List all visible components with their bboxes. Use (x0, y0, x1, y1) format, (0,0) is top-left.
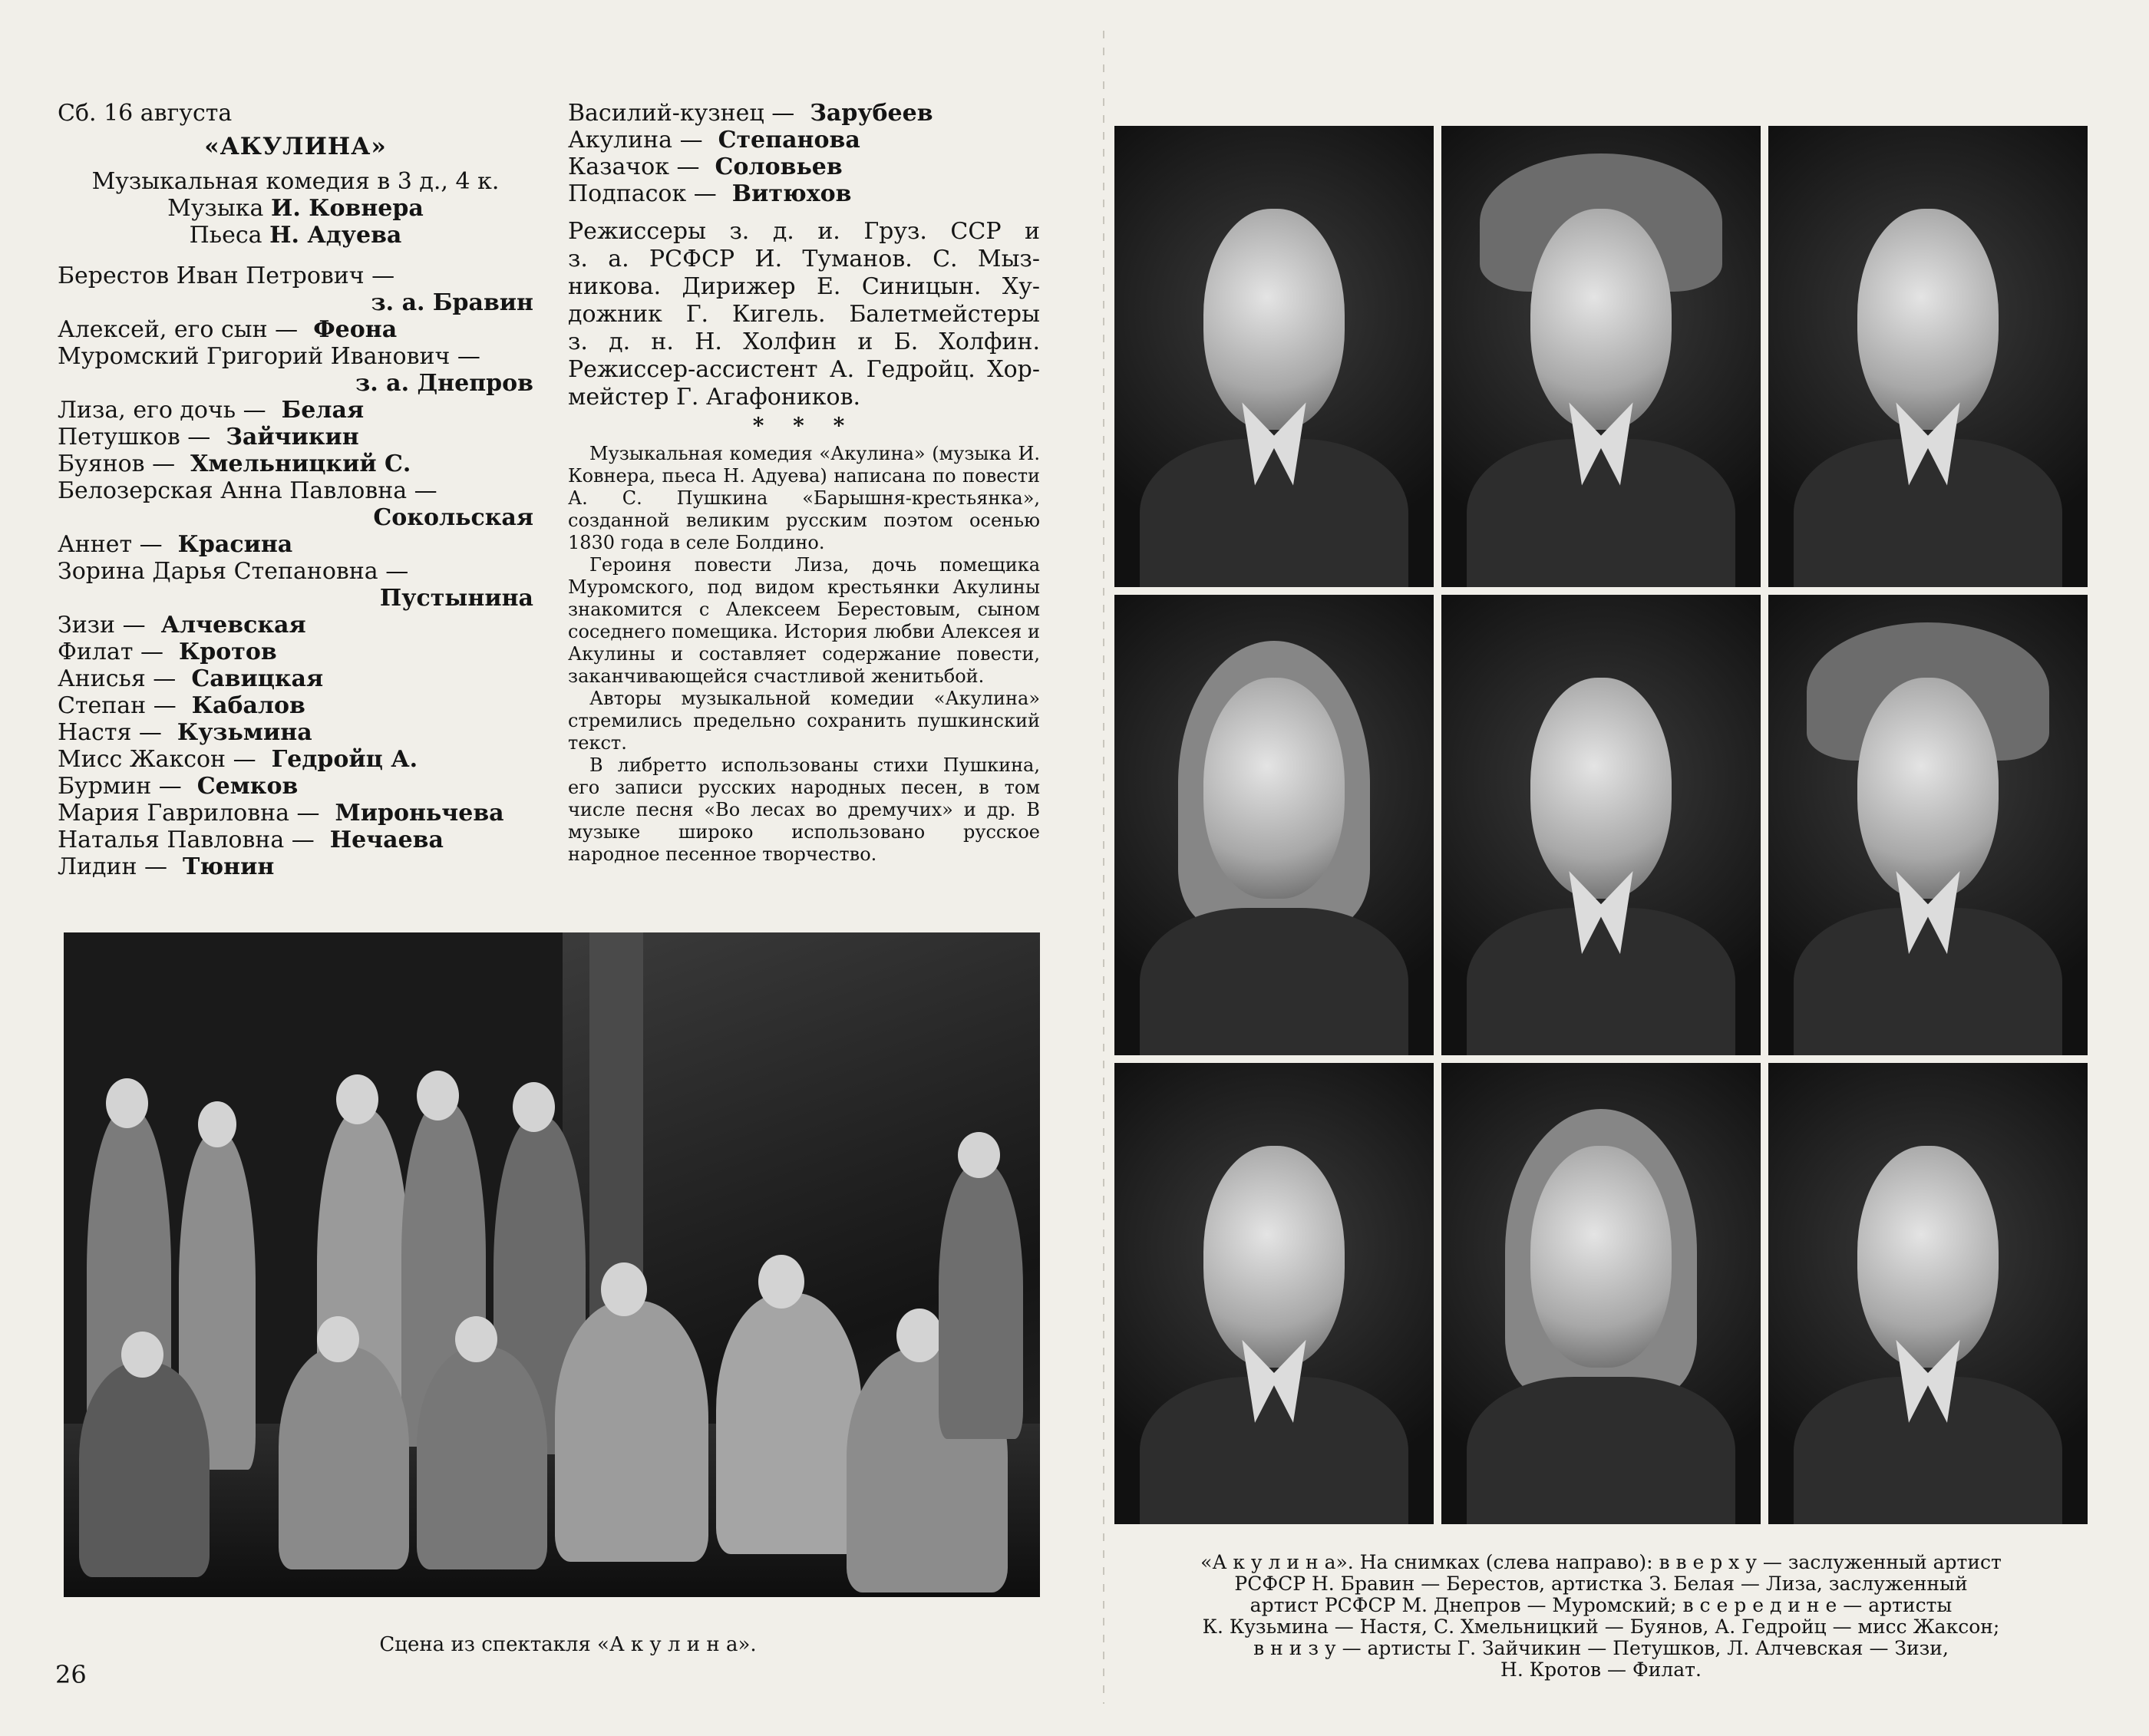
caption-line: К. Кузьмина — Настя, С. Хмельницкий — Буянов, А. Гедройц — мисс Жаксон; (1202, 1616, 2000, 1638)
cast-entry (58, 424, 533, 451)
cast-actor: Кротов (178, 639, 277, 665)
cast-role: Аннет — (58, 531, 163, 558)
stage-photo-caption: Сцена из спектакля «А к у л и н а». (379, 1633, 757, 1656)
credits-line: дожник Г. Кигель. Балетмейстеры (568, 301, 1040, 328)
cast-role: Филат — (58, 639, 163, 665)
cast-entry (568, 127, 1040, 153)
cast-actor: Семков (196, 773, 299, 800)
cast-actor: з. а. Днепров (355, 370, 533, 397)
program-column-right (568, 100, 1040, 866)
cast-actor: Хмельницкий С. (190, 451, 411, 477)
credits-line: Режиссер-ассистент А. Гедройц. Хор- (568, 356, 1040, 383)
cast-role: Петушков — (58, 424, 211, 451)
caption-line: Н. Кротов — Филат. (1500, 1658, 1702, 1681)
cast-role: Анисья — (58, 665, 177, 692)
cast-entry (58, 451, 533, 477)
cast-list-continued (568, 100, 1040, 207)
cast-actor: Тюнин (183, 853, 275, 880)
cast-role: Мария Гавриловна — (58, 800, 320, 827)
performance-title: «АКУЛИНА» (204, 133, 387, 160)
cast-entry (568, 153, 1040, 180)
cast-entry (58, 692, 533, 719)
cast-actor: Феона (313, 316, 398, 343)
cast-actor: Алчевская (160, 612, 306, 639)
cast-entry (58, 665, 533, 692)
cast-role: Белозерская Анна Павловна — (58, 477, 437, 504)
cast-role: Акулина — (568, 127, 703, 153)
cast-entry (58, 746, 533, 773)
cast-list (58, 262, 533, 880)
cast-role: Василий-кузнец — (568, 100, 795, 127)
caption-line: артист РСФСР М. Днепров — Муромский; в с е р е д и н е — артисты (1249, 1594, 1953, 1616)
credits-line: з. а. РСФСР И. Туманов. С. Мыз- (568, 246, 1040, 272)
portrait-grid-caption (1114, 1552, 2088, 1681)
caption-line: РСФСР Н. Бравин — Берестов, артистка З. Белая — Лиза, заслуженный (1234, 1573, 1968, 1595)
cast-actor: Гедройц А. (271, 746, 418, 773)
cast-actor: Кабалов (191, 692, 305, 719)
program-column-left (58, 100, 533, 880)
cast-role: Наталья Павловна — (58, 827, 315, 853)
cast-entry (58, 800, 533, 827)
music-author: И. Ковнера (270, 195, 424, 222)
cast-role: Берестов Иван Петрович — (58, 262, 395, 289)
cast-role: Подпасок — (568, 180, 717, 207)
cast-entry (58, 827, 533, 853)
cast-actor: Витюхов (731, 180, 852, 207)
credits-line: никова. Дирижер Е. Синицын. Ху- (568, 273, 1040, 300)
play-credit (58, 222, 533, 249)
cast-entry (58, 397, 533, 424)
cast-entry (58, 316, 533, 343)
cast-actor: Савицкая (191, 665, 324, 692)
cast-actor: Кузьмина (177, 719, 312, 746)
cast-entry (568, 100, 1040, 127)
actor-portrait (1114, 126, 1434, 587)
cast-actor: Красина (177, 531, 293, 558)
actor-portrait (1768, 126, 2088, 587)
actor-portrait (1441, 595, 1761, 1056)
credits-line: з. д. н. Н. Холфин и Б. Холфин. (568, 328, 1040, 355)
cast-actor: Зарубеев (810, 100, 933, 127)
cast-role: Буянов — (58, 451, 176, 477)
cast-actor: Белая (281, 397, 365, 424)
performance-date: Сб. 16 августа (58, 100, 233, 127)
about-paragraph: Музыкальная комедия «Акулина» (музыка И. Ковнера, пьеса Н. Адуева) написана по повести А. С. Пушкина «Барышня-крестьянка», созданной великим русским поэтом осенью 1830 года в селе Болдино. (568, 443, 1040, 553)
cast-actor: Мироньчева (335, 800, 504, 827)
cast-actor: Пустынина (379, 585, 533, 612)
actor-portrait (1114, 595, 1434, 1056)
cast-entry (58, 612, 533, 639)
cast-entry (58, 853, 533, 880)
actor-portrait (1441, 1063, 1761, 1524)
caption-line: в н и з у — артисты Г. Зайчикин — Петушков, Л. Алчевская — Зизи, (1253, 1637, 1949, 1659)
music-prefix: Музыка (167, 195, 264, 222)
production-credits (568, 218, 1040, 411)
play-prefix: Пьеса (189, 222, 262, 249)
actor-portrait (1768, 1063, 2088, 1524)
cast-entry (58, 531, 533, 558)
about-text (568, 443, 1040, 866)
cast-entry (568, 180, 1040, 207)
cast-role: Лидин — (58, 853, 168, 880)
cast-role: Лиза, его дочь — (58, 397, 266, 424)
section-divider: * * * (752, 413, 856, 438)
cast-role: Алексей, его сын — (58, 316, 299, 343)
caption-line: «А к у л и н а». На снимках (слева направо): в в е р х у — заслуженный артист (1200, 1551, 2002, 1573)
cast-entry (58, 719, 533, 746)
cast-role: Настя — (58, 719, 162, 746)
cast-role: Мисс Жаксон — (58, 746, 256, 773)
cast-actor: Нечаева (329, 827, 444, 853)
cast-role: Зорина Дарья Степановна — (58, 558, 409, 585)
cast-role: Казачок — (568, 153, 700, 180)
about-paragraph: В либретто использованы стихи Пушкина, его записи русских народных песен, в том числе песня «Во лесах во дремучих» и др. В музыке широко использовано русское народное песенное творчество. (568, 754, 1040, 865)
cast-entry (58, 773, 533, 800)
about-paragraph: Авторы музыкальной комедии «Акулина» стремились предельно сохранить пушкинский текст. (568, 688, 1040, 754)
cast-actor: Соловьев (715, 153, 843, 180)
actor-portrait (1441, 126, 1761, 587)
cast-role: Муромский Григорий Иванович — (58, 343, 480, 370)
cast-actor: з. а. Бравин (371, 289, 533, 316)
cast-entry (58, 639, 533, 665)
stage-photo (64, 932, 1040, 1597)
portrait-grid (1114, 126, 2088, 1524)
actor-portrait (1768, 595, 2088, 1056)
cast-role: Бурмин — (58, 773, 182, 800)
cast-actor: Степанова (718, 127, 860, 153)
cast-actor: Зайчикин (226, 424, 359, 451)
cast-actor: Сокольская (373, 504, 533, 531)
play-author: Н. Адуева (269, 222, 402, 249)
cast-role: Зизи — (58, 612, 146, 639)
genre-line: Музыкальная комедия в 3 д., 4 к. (91, 168, 500, 195)
page-gutter (1103, 31, 1104, 1704)
music-credit (58, 195, 533, 222)
actor-portrait (1114, 1063, 1434, 1524)
credits-line: Режиссеры з. д. и. Груз. ССР и (568, 218, 1040, 245)
cast-role: Степан — (58, 692, 177, 719)
credits-line: мейстер Г. Агафоников. (568, 384, 861, 411)
page-number: 26 (55, 1660, 87, 1689)
about-paragraph: Героиня повести Лиза, дочь помещика Муромского, под видом крестьянки Акулины знакомится с Алексеем Берестовым, сыном соседнего помещика. История любви Алексея и Акулины и составляет содержание повести, заканчивающейся счастливой женитьбой. (568, 554, 1040, 687)
